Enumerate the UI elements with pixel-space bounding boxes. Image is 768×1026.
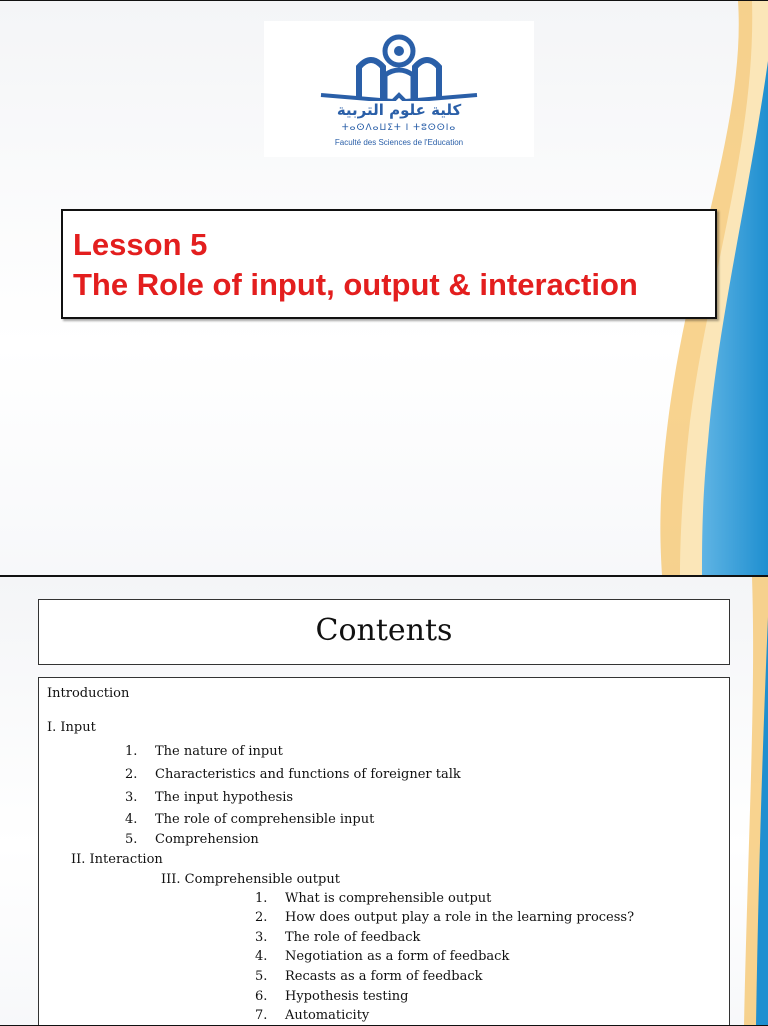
contents-heading: Contents — [315, 613, 453, 648]
logo-french-text: Faculté des Sciences de l'Education — [334, 138, 464, 147]
slide-contents — [0, 576, 768, 1026]
toc-item: 7. Automaticity — [255, 1008, 370, 1023]
toc-item: 5. Recasts as a form of feedback — [255, 969, 483, 984]
toc-item: 1. The nature of input — [125, 744, 283, 759]
faculty-emblem-icon — [319, 29, 479, 101]
logo-arabic-text: كلية علوم التربية — [336, 101, 462, 119]
lesson-title: The Role of input, output & interaction — [73, 267, 638, 302]
faculty-logo — [264, 21, 534, 157]
toc-item: 6. Hypothesis testing — [255, 989, 409, 1004]
toc-item-introduction: Introduction — [47, 686, 130, 701]
contents-heading-box — [38, 599, 730, 665]
table-of-contents — [38, 677, 730, 1026]
toc-item: 4. Negotiation as a form of feedback — [255, 949, 510, 964]
toc-item: 5. Comprehension — [125, 832, 259, 847]
toc-item: 2. Characteristics and functions of foreigner talk — [125, 767, 461, 782]
toc-item-interaction: II. Interaction — [71, 852, 163, 867]
toc-item: 2. How does output play a role in the learning process? — [255, 910, 635, 925]
lesson-number: Lesson 5 — [73, 227, 208, 262]
toc-item: 3. The input hypothesis — [125, 790, 294, 805]
toc-item-input: I. Input — [47, 720, 96, 735]
toc-item-comprehensible-output: III. Comprehensible output — [161, 872, 340, 887]
toc-item: 1. What is comprehensible output — [255, 891, 492, 906]
lesson-title-box — [61, 209, 717, 319]
logo-tifinagh-text: ⵜⴰⵙⴷⴰⵡⵉⵜ ⵏ ⵜⵓⵙⵙⵏⴰ — [341, 123, 457, 133]
toc-item: 3. The role of feedback — [255, 930, 421, 945]
toc-item: 4. The role of comprehensible input — [125, 812, 375, 827]
